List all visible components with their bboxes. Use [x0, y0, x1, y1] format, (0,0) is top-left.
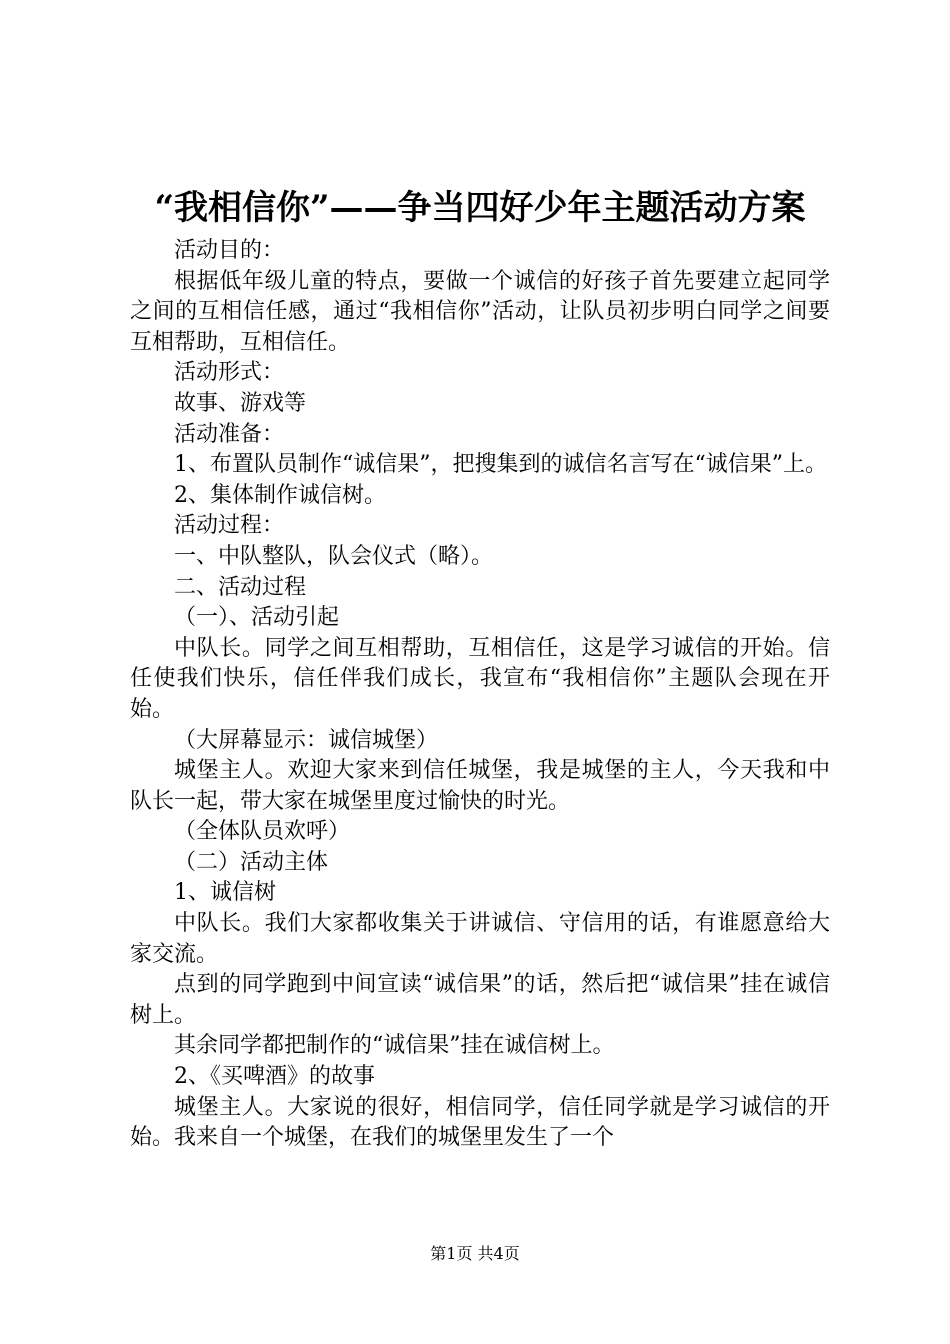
paragraph: 城堡主人。欢迎大家来到信任城堡，我是城堡的主人，今天我和中队长一起，带大家在城堡里度过愉快的时光。	[130, 758, 830, 814]
paragraph: 1、诚信树	[174, 880, 276, 906]
paragraph: （二）活动主体	[174, 849, 329, 875]
paragraph: 2、集体制作诚信树。	[174, 482, 386, 508]
paragraph: （大屏幕显示：诚信城堡）	[174, 727, 439, 753]
paragraph: 中队长。我们大家都收集关于讲诚信、守信用的话，有谁愿意给大家交流。	[130, 911, 830, 967]
paragraph: 2、《买啤酒》的故事	[174, 1064, 375, 1090]
document-title: “我相信你”——争当四好少年主题活动方案	[154, 188, 806, 228]
paragraph: 其余同学都把制作的“诚信果”挂在诚信树上。	[174, 1033, 615, 1059]
document-body	[130, 236, 830, 1154]
paragraph: 活动目的：	[174, 238, 285, 263]
paragraph: 点到的同学跑到中间宣读“诚信果”的话，然后把“诚信果”挂在诚信树上。	[130, 972, 830, 1028]
paragraph: 中队长。同学之间互相帮助，互相信任，这是学习诚信的开始。信任使我们快乐，信任伴我们成长，我宣布“我相信你”主题队会现在开始。	[130, 635, 830, 722]
paragraph: 活动过程：	[174, 513, 285, 539]
paragraph: 活动形式：	[174, 360, 285, 386]
paragraph: 1、布置队员制作“诚信果”，把搜集到的诚信名言写在“诚信果”上。	[174, 452, 827, 478]
paragraph: 城堡主人。大家说的很好，相信同学，信任同学就是学习诚信的开始。我来自一个城堡，在我们的城堡里发生了一个	[130, 1094, 830, 1151]
paragraph: 一、中队整队，队会仪式（略）。	[174, 543, 494, 569]
paragraph: （一）、活动引起	[174, 605, 340, 631]
paragraph: 故事、游戏等	[174, 390, 307, 416]
page-footer: 第1页 共4页	[430, 1244, 520, 1263]
paragraph: 活动准备：	[174, 421, 285, 447]
paragraph: （全体队员欢呼）	[174, 819, 351, 845]
paragraph: 根据低年级儿童的特点，要做一个诚信的好孩子首先要建立起同学之间的互相信任感，通过“我相信你”活动，让队员初步明白同学之间要互相帮助，互相信任。	[130, 268, 830, 355]
paragraph: 二、活动过程	[174, 574, 307, 600]
